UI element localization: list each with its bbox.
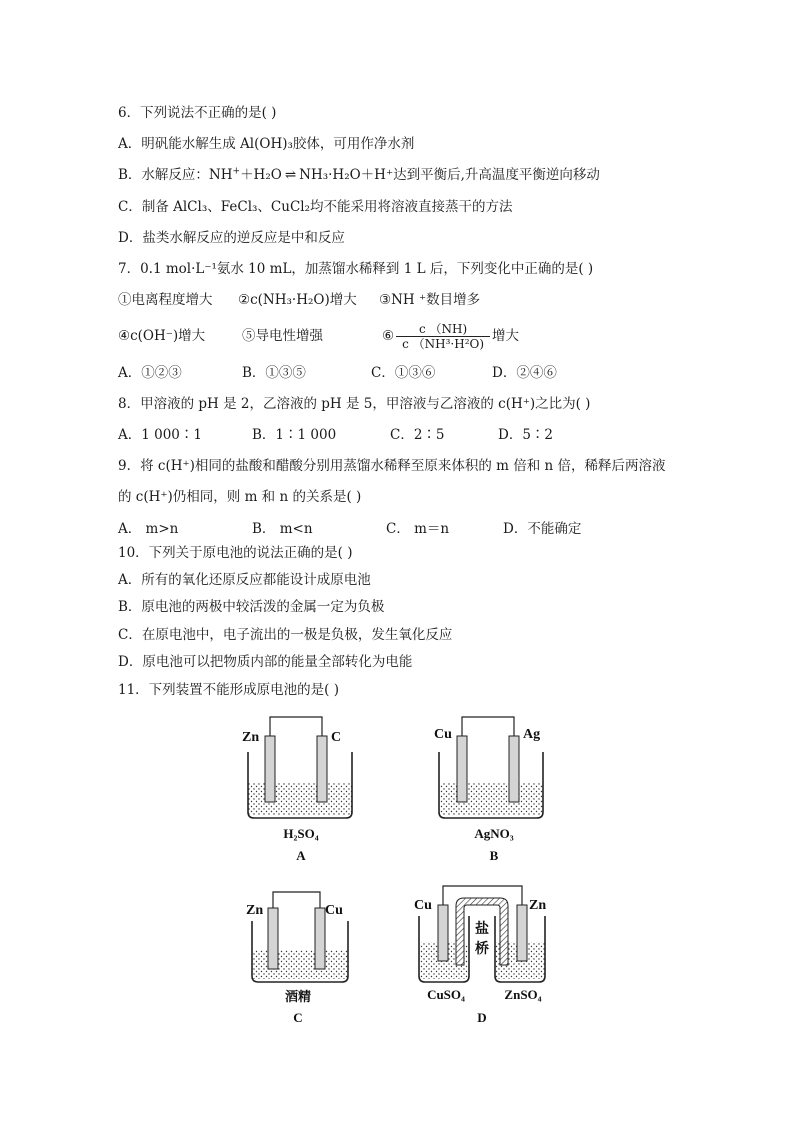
q7-s6-pre: ⑥ [382, 328, 395, 344]
q9-option-a: A． m>n [118, 521, 179, 537]
q9-option-b: B． m<n [252, 521, 313, 537]
q11-stem: 11．下列装置不能形成原电池的是( ) [118, 682, 340, 698]
q8-option-c: C．2∶5 [390, 427, 445, 443]
apparatus-d [414, 886, 546, 1025]
apparatus-a-letter: A [296, 848, 306, 863]
apparatus-b-wire [462, 717, 514, 736]
apparatus-a-solution [248, 783, 352, 815]
apparatus-d-salt-bridge-label-2: 桥 [475, 942, 489, 957]
q6-option-c: C．制备 AlCl₃、FeCl₃、CuCl₂均不能采用将溶液直接蒸干的方法 [118, 199, 513, 215]
q9-option-c: C． m＝n [386, 521, 450, 537]
q7-s6-post: 增大 [492, 328, 520, 344]
apparatus-c-right-label: Cu [325, 903, 343, 918]
q7-s4: ④c(OH⁻)增大 [118, 328, 206, 344]
q6-b-pre: B．水解反应：NH [118, 167, 233, 183]
q7-stem: 7．0.1 mol·L⁻¹氨水 10 mL，加蒸馏水稀释到 1 L 后，下列变化中正确的是( ) [118, 261, 594, 277]
apparatus-c-wire [273, 892, 320, 908]
q8-option-b: B．1∶1 000 [252, 427, 337, 443]
apparatus-c-left-electrode [268, 908, 278, 969]
q9-stem-line1: 9．将 c(H⁺)相同的盐酸和醋酸分别用蒸馏水稀释至原来体积的 m 倍和 n 倍，稀释后两溶液 [118, 458, 666, 474]
apparatus-b-solution-label: AgNO₃ [474, 826, 514, 841]
q8-option-d: D．5∶2 [498, 427, 554, 443]
q9-option-d: D．不能确定 [503, 521, 582, 537]
apparatus-d-left-label: Cu [414, 898, 432, 913]
apparatus-d-left-electrode [438, 905, 448, 961]
apparatus-c [246, 892, 348, 1025]
apparatus-d-right-solution-label: ZnSO₄ [504, 987, 542, 1002]
q10-option-c: C．在原电池中，电子流出的一极是负极，发生氧化反应 [118, 627, 453, 643]
q6-option-a: A．明矾能水解生成 Al(OH)₃胶体，可用作净水剂 [118, 136, 415, 152]
q6-stem: 6．下列说法不正确的是( ) [118, 105, 277, 121]
apparatus-d-letter: D [477, 1010, 487, 1025]
apparatus-c-solution-label: 酒精 [284, 989, 312, 1004]
apparatus-b-solution [439, 783, 543, 815]
q7-option-d: D．②④⑥ [492, 365, 557, 381]
apparatus-b-letter: B [489, 848, 499, 863]
q8-stem: 8．甲溶液的 pH 是 2，乙溶液的 pH 是 5，甲溶液与乙溶液的 c(H⁺)之比为( ) [118, 396, 591, 412]
apparatus-a-right-electrode [317, 736, 327, 802]
q6-b-mid: ＋H₂O [240, 167, 282, 183]
apparatus-a-left-label: Zn [242, 730, 260, 745]
q7-s1: ①电离程度增大 [118, 292, 213, 308]
q7-s6-num: c （NH) [396, 322, 490, 337]
apparatus-b-left-electrode [457, 736, 467, 802]
apparatus-c-letter: C [293, 1010, 303, 1025]
q7-s5: ⑤导电性增强 [242, 328, 323, 344]
q7-option-a: A．①②③ [118, 365, 182, 381]
q9-stem-line2: 的 c(H⁺)仍相同，则 m 和 n 的关系是( ) [118, 489, 362, 505]
apparatus-c-solution [252, 950, 348, 979]
apparatus-d-right-electrode [517, 905, 527, 961]
apparatus-b-right-electrode [509, 736, 519, 802]
q7-option-c: C．①③⑥ [371, 365, 436, 381]
q7-s2: ②c(NH₃·H₂O)增大 [238, 292, 357, 308]
apparatus-c-left-label: Zn [246, 903, 264, 918]
q10-option-b: B．原电池的两极中较活泼的金属一定为负极 [118, 599, 385, 615]
q7-s6-den: c （NH³·H²O) [402, 337, 485, 351]
q7-option-b: B．①③⑤ [242, 365, 306, 381]
q6-b-post: NH₃·H₂O＋H⁺达到平衡后,升高温度平衡逆向移动 [299, 167, 600, 183]
q6-b-arrow: ⇌ [284, 167, 297, 183]
apparatus-a [242, 717, 352, 863]
apparatus-a-solution-label: H₂SO₄ [283, 826, 319, 841]
q6-option-d: D．盐类水解反应的逆反应是中和反应 [118, 230, 345, 246]
q8-option-a: A．1 000∶1 [118, 427, 202, 443]
apparatus-b-left-label: Cu [434, 727, 452, 742]
q10-option-d: D．原电池可以把物质内部的能量全部转化为电能 [118, 654, 413, 670]
apparatus-d-left-solution-label: CuSO₄ [427, 987, 465, 1002]
q7-s3: ③NH ⁺数目增多 [379, 292, 481, 308]
apparatus-b-right-label: Ag [523, 727, 541, 742]
apparatus-a-left-electrode [265, 736, 275, 802]
apparatus-a-right-label: C [331, 730, 342, 745]
apparatus-d-salt-bridge-label-1: 盐 [475, 922, 489, 937]
apparatus-a-wire [270, 717, 322, 736]
q10-stem: 10．下列关于原电池的说法正确的是( ) [118, 545, 353, 561]
apparatus-b [434, 717, 543, 863]
q6-b-sup: + [232, 166, 241, 177]
apparatus-c-right-electrode [315, 908, 325, 969]
q10-option-a: A．所有的氧化还原反应都能设计成原电池 [118, 572, 371, 588]
apparatus-d-right-label: Zn [529, 898, 547, 913]
